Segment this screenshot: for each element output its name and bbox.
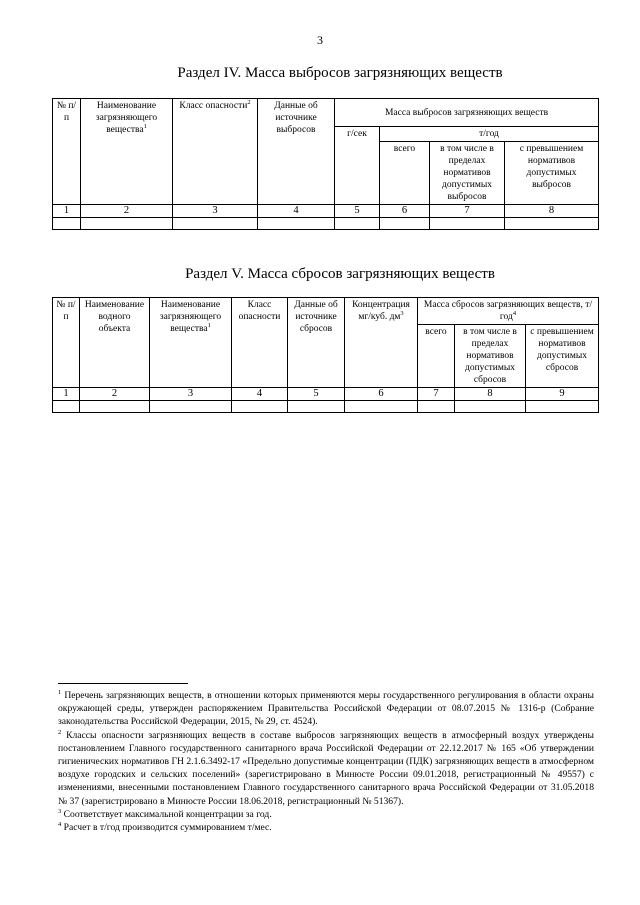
col-number: 3 bbox=[150, 388, 232, 401]
col-within-header: в том числе в пределах нормативов допустимых выбросов bbox=[430, 142, 505, 205]
col-number: 3 bbox=[173, 205, 258, 218]
col-excess-header: с превышением нормативов допустимых сбросов bbox=[526, 325, 599, 388]
col-number: 7 bbox=[430, 205, 505, 218]
page-number: 3 bbox=[317, 33, 323, 47]
col-number: 8 bbox=[455, 388, 526, 401]
col-number: 8 bbox=[505, 205, 599, 218]
col-number: 1 bbox=[53, 205, 81, 218]
section-4-title: Раздел IV. Масса выбросов загрязняющих веществ bbox=[177, 65, 503, 81]
col-hazard-header: Класс опасности bbox=[232, 298, 288, 388]
col-number: 5 bbox=[335, 205, 380, 218]
table-row bbox=[53, 218, 599, 230]
section-5-title: Раздел V. Масса сбросов загрязняющих веществ bbox=[185, 266, 495, 282]
col-tyear-header: т/год bbox=[380, 127, 599, 142]
discharges-table bbox=[52, 297, 599, 413]
col-water-header: Наименование водного объекта bbox=[80, 298, 150, 388]
table-row bbox=[53, 401, 599, 413]
col-source-header: Данные об источнике сбросов bbox=[288, 298, 345, 388]
footnote-divider bbox=[58, 683, 188, 684]
col-substance-header: Наименование загрязняющего вещества$^1$ bbox=[150, 298, 232, 388]
col-total-header: всего bbox=[380, 142, 430, 205]
col-within-header: в том числе в пределах нормативов допустимых сбросов bbox=[455, 325, 526, 388]
col-total-header: всего bbox=[418, 325, 455, 388]
footnote: $^4$ Расчет в т/год производится суммированием т/мес. bbox=[58, 820, 272, 834]
footnotes bbox=[58, 689, 594, 834]
col-number: 6 bbox=[345, 388, 418, 401]
col-number: 6 bbox=[380, 205, 430, 218]
col-hazard-header: Класс опасности$^2$ bbox=[173, 99, 258, 205]
col-number: 5 bbox=[288, 388, 345, 401]
col-number: 4 bbox=[232, 388, 288, 401]
col-number: 2 bbox=[80, 388, 150, 401]
col-mass-header: Масса выбросов загрязняющих веществ bbox=[335, 99, 599, 127]
col-num-header: № п/п bbox=[53, 298, 80, 388]
footnote: $^3$ Соответствует максимальной концентрации за год. bbox=[58, 807, 272, 820]
col-number: 1 bbox=[53, 388, 80, 401]
footnote: $^2$ Классы опасности загрязняющих веществ в составе выбросов загрязняющих веществ в атмосферный воздух утверждены постановлением Главного государственного санитарного врача Российской Федерации от 22.12.2017 № 165 «Об утверждении гигиенических нормативов ГН 2.1.6.3492-17 «Предельно допустимые концентрации (ПДК) загрязняющих веществ в атмосферном воздухе городских и сельских поселений» (зарегистрировано в Минюсте России 09.01.2018, регистрационный № 49557) с изменениями, внесенными постановлением Главного государственного санитарного врача Российской Федерации от 31.05.2018 № 37 (зарегистрировано в Минюсте России 18.06.2018, регистрационный № 51367). bbox=[58, 728, 594, 807]
emissions-table bbox=[52, 98, 599, 230]
col-source-header: Данные об источнике выбросов bbox=[258, 99, 335, 205]
col-number: 4 bbox=[258, 205, 335, 218]
footnote: $^1$ Перечень загрязняющих веществ, в отношении которых применяются меры государственного регулирования в области охраны окружающей среды, утвержден распоряжением Правительства Российской Федерации от 08.07.2015 № 1316-р (Собрание законодательства Российской Федерации, 2015, № 29, ст. 4524). bbox=[58, 688, 594, 728]
col-number: 7 bbox=[418, 388, 455, 401]
col-num-header: № п/п bbox=[53, 99, 81, 205]
col-number: 2 bbox=[81, 205, 173, 218]
col-substance-header: Наименование загрязняющего вещества$^1$ bbox=[81, 99, 173, 205]
col-conc-header: Концентрация мг/куб. $дм^3$ bbox=[345, 298, 418, 388]
col-gsec-header: г/сек bbox=[335, 127, 380, 205]
col-number: 9 bbox=[526, 388, 599, 401]
col-mass-header: Масса сбросов загрязняющих веществ, т/год$^4$ bbox=[418, 298, 599, 325]
col-excess-header: с превышением нормативов допустимых выбросов bbox=[505, 142, 599, 205]
